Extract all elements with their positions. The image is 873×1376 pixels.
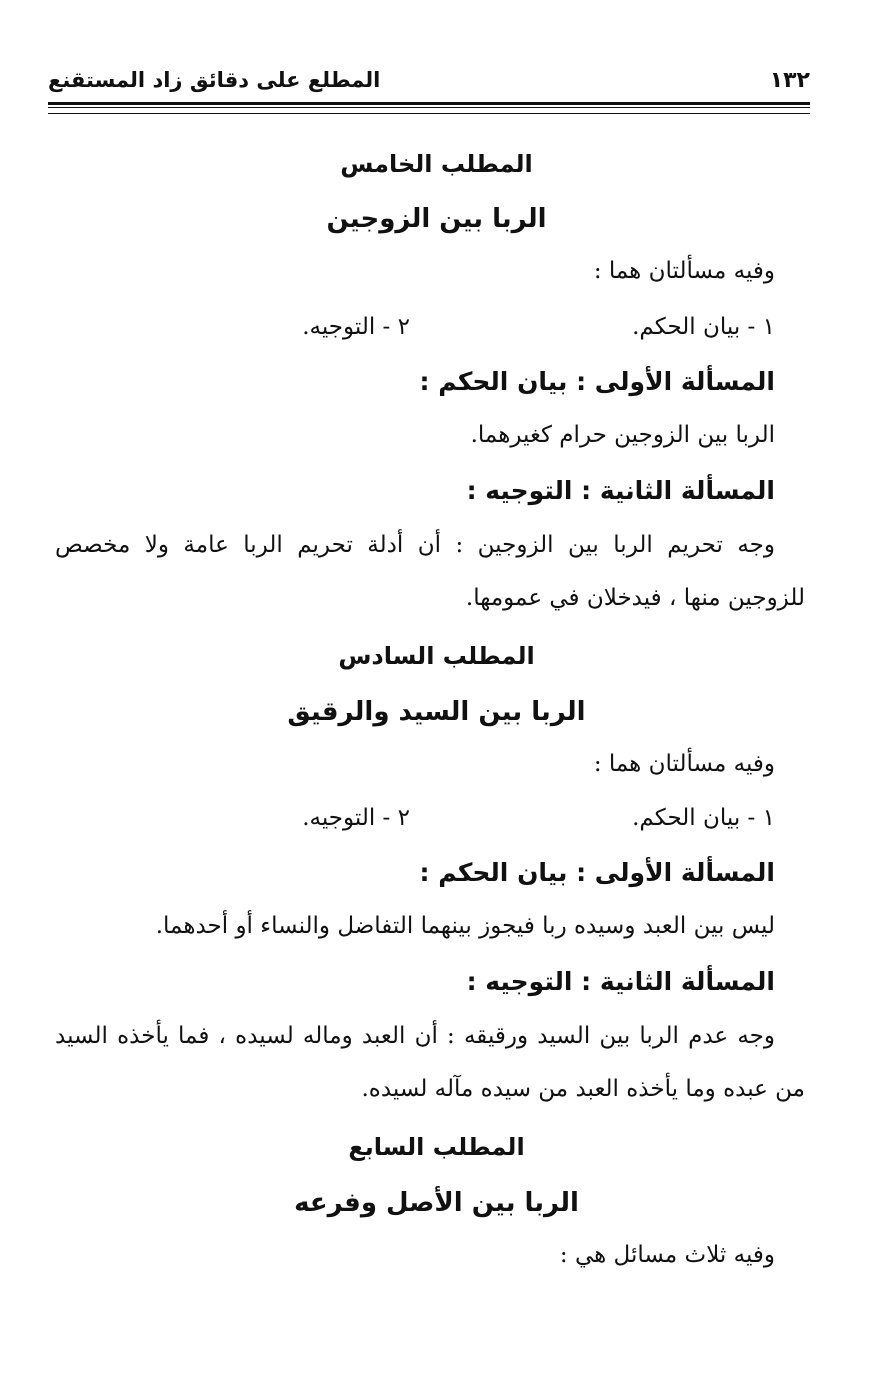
- issue-text: من عبده وما يأخذه العبد من سيده مآله لسيده.: [361, 1076, 805, 1102]
- issue-text: وجه عدم الربا بين السيد ورقيقه : أن العبد وماله لسيده ، فما يأخذه السيد: [55, 1023, 775, 1049]
- list-item: ١ - بيان الحكم.: [632, 805, 775, 831]
- issue-heading: المسألة الثانية : التوجيه :: [466, 967, 775, 996]
- issue-text: ليس بين العبد وسيده ربا فيجوز بينهما التفاضل والنساء أو أحدهما.: [155, 913, 775, 939]
- issues-list: [255, 314, 775, 348]
- section-title: الربا بين السيد والرقيق: [287, 697, 586, 727]
- section-heading: المطلب السادس: [338, 642, 535, 670]
- section-intro: وفيه ثلاث مسائل هي :: [559, 1242, 775, 1268]
- section-intro: وفيه مسألتان هما :: [593, 258, 775, 284]
- issue-text: الربا بين الزوجين حرام كغيرهما.: [470, 422, 775, 448]
- issue-heading: المسألة الأولى : بيان الحكم :: [419, 858, 775, 887]
- page-header: [48, 68, 810, 98]
- list-item: ٢ - التوجيه.: [302, 805, 410, 831]
- list-item: ١ - بيان الحكم.: [632, 314, 775, 340]
- issue-heading: المسألة الأولى : بيان الحكم :: [419, 367, 775, 396]
- running-title: المطلع على دقائق زاد المستقنع: [48, 68, 381, 92]
- issues-list: [255, 805, 775, 839]
- section-heading: المطلب السابع: [348, 1133, 525, 1161]
- section-title: الربا بين الزوجين: [326, 204, 547, 234]
- section-title: الربا بين الأصل وفرعه: [294, 1188, 579, 1218]
- issue-text: وجه تحريم الربا بين الزوجين : أن أدلة تحريم الربا عامة ولا مخصص: [55, 532, 775, 558]
- list-item: ٢ - التوجيه.: [302, 314, 410, 340]
- section-intro: وفيه مسألتان هما :: [593, 751, 775, 777]
- issue-heading: المسألة الثانية : التوجيه :: [466, 476, 775, 505]
- section-heading: المطلب الخامس: [340, 150, 533, 178]
- page-number: ١٣٢: [769, 68, 810, 93]
- issue-text: للزوجين منها ، فيدخلان في عمومها.: [465, 585, 805, 611]
- header-rule: [48, 102, 810, 114]
